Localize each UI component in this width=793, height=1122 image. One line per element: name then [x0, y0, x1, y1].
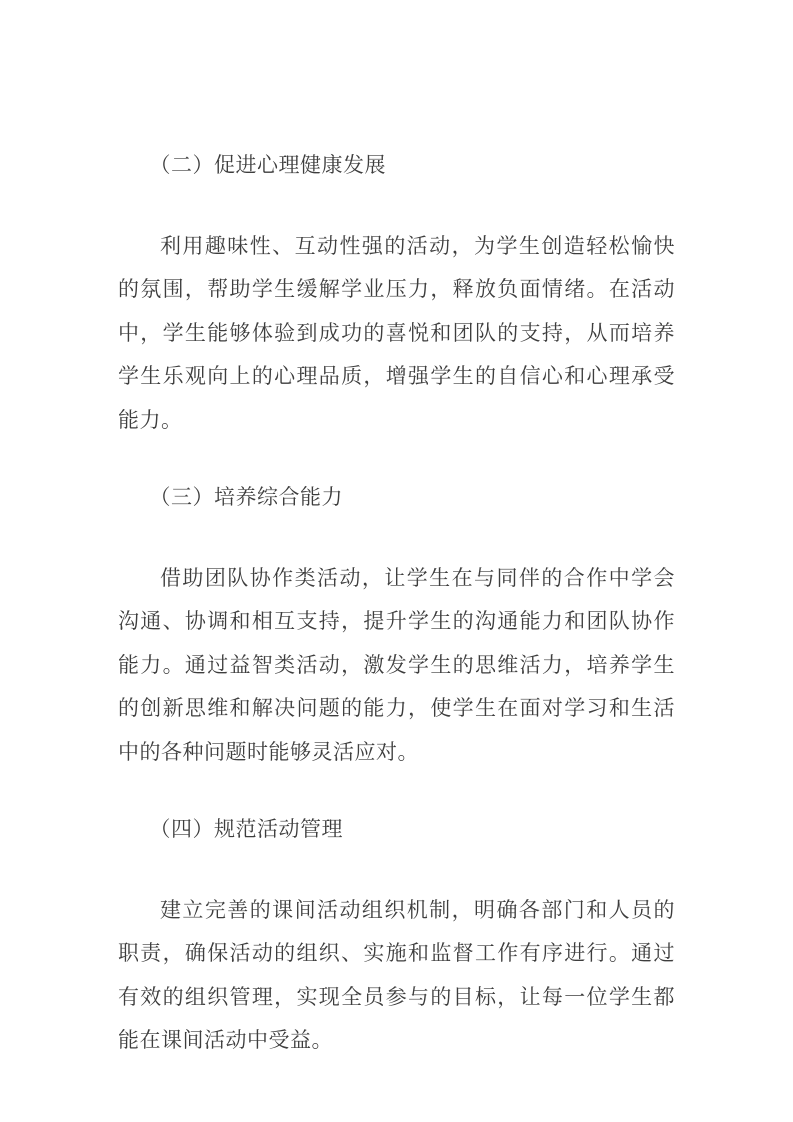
section-heading: （二）促进心理健康发展 [149, 153, 386, 177]
section-paragraph: 利用趣味性、互动性强的活动，为学生创造轻松愉快的氛围，帮助学生缓解学业压力，释放负面情绪。在活动中，学生能够体验到成功的喜悦和团队的支持，从而培养学生乐观向上的心理品质，增强学生的自信心和心理承受能力。 [118, 233, 675, 432]
section-promote-mental-health [118, 144, 675, 442]
section-heading: （四）规范活动管理 [149, 817, 343, 841]
section-paragraph: 建立完善的课间活动组织机制，明确各部门和人员的职责，确保活动的组织、实施和监督工作有序进行。通过有效的组织管理，实现全员参与的目标，让每一位学生都能在课间活动中受益。 [118, 897, 675, 1052]
section-paragraph: 借助团队协作类活动，让学生在与同伴的合作中学会沟通、协调和相互支持，提升学生的沟通能力和团队协作能力。通过益智类活动，激发学生的思维活力，培养学生的创新思维和解决问题的能力，使学生在面对学习和生活中的各种问题时能够灵活应对。 [118, 565, 675, 764]
section-cultivate-comprehensive-ability [118, 476, 675, 774]
document-content [118, 0, 675, 1097]
section-standardize-activity-management [118, 808, 675, 1063]
section-heading: （三）培养综合能力 [149, 485, 343, 509]
